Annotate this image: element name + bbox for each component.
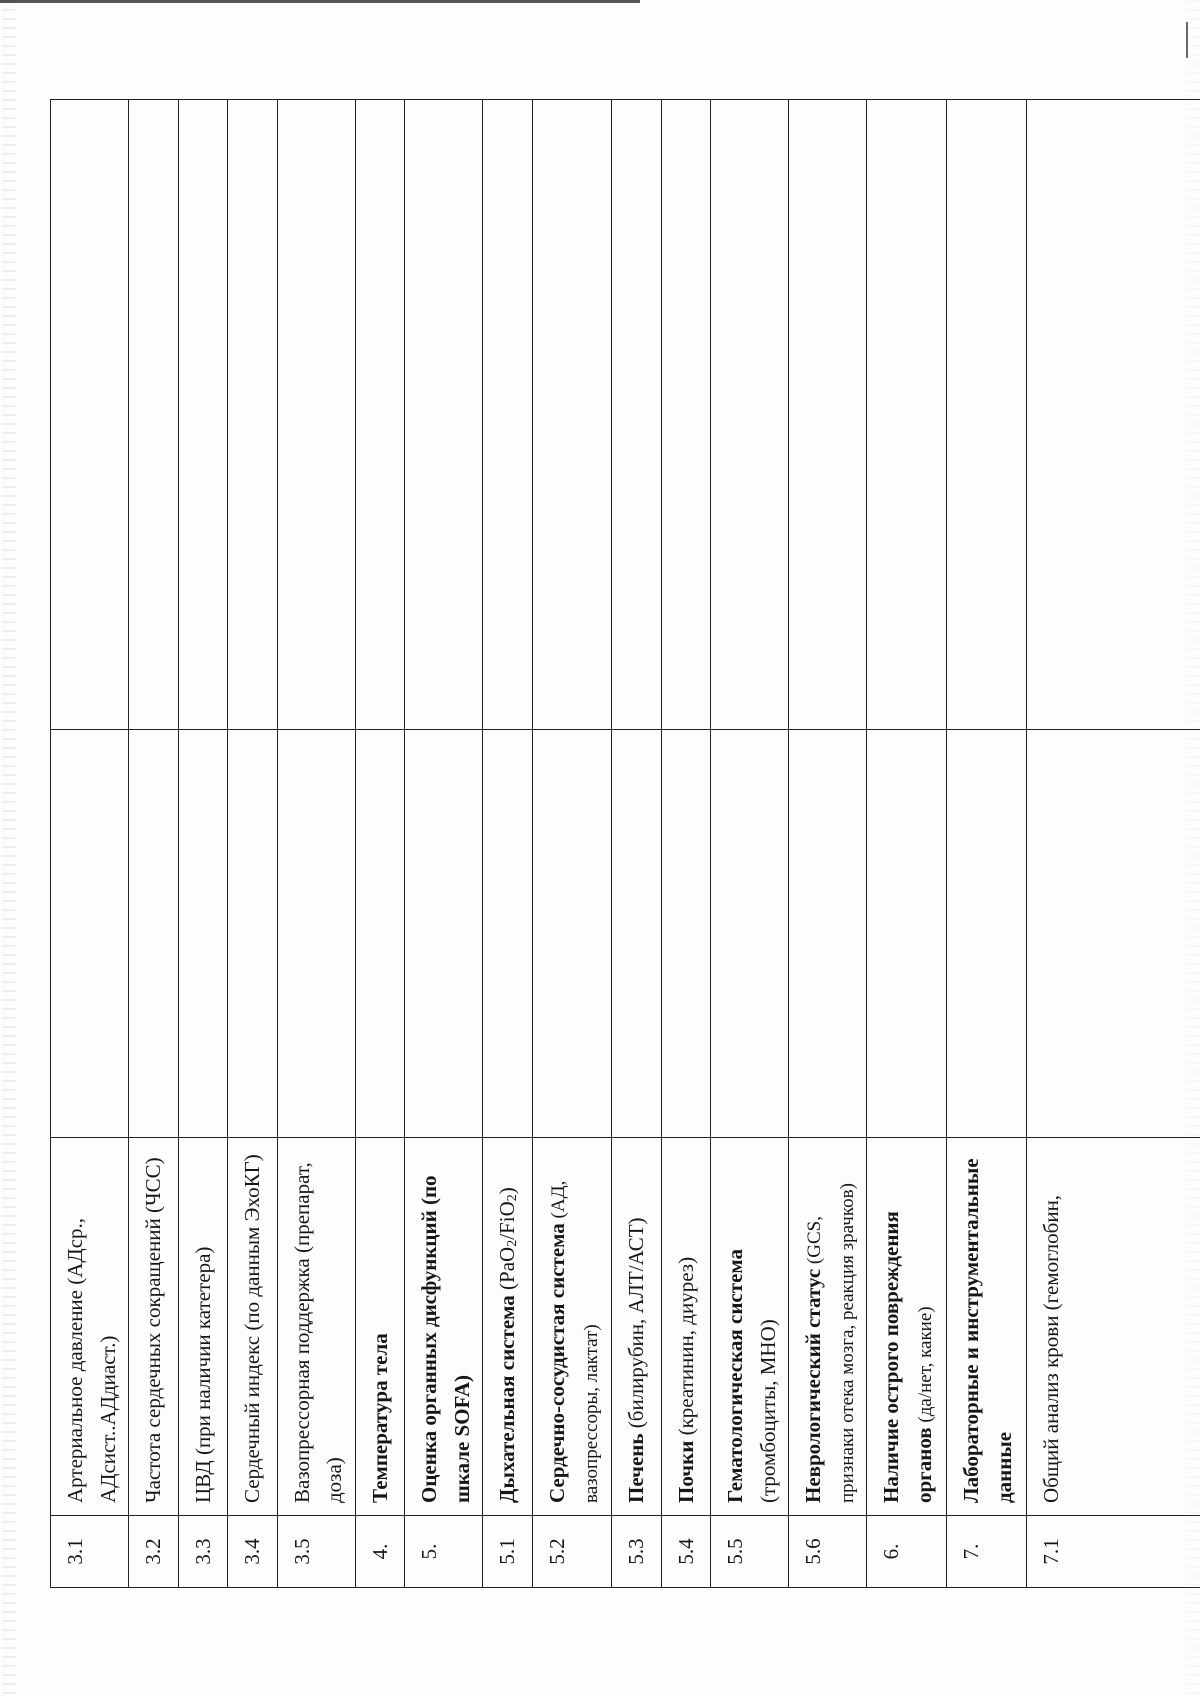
row-number: 5.6: [789, 1516, 867, 1588]
row-label-bold: Гематологическая система: [723, 1248, 748, 1503]
value-cell: [789, 100, 867, 730]
row-label: [612, 1138, 662, 1516]
scan-artifact-top-line: [0, 0, 640, 3]
row-label: [867, 1138, 947, 1516]
value-cell: [612, 100, 662, 730]
row-number: 3.1: [51, 1516, 129, 1588]
table-row: [129, 100, 179, 1588]
value-cell: [178, 730, 228, 1138]
table-row: [51, 100, 129, 1588]
table-row: [867, 100, 947, 1588]
row-label-bold: Дыхательная система: [495, 1295, 520, 1503]
value-cell: [355, 730, 405, 1138]
table-row: [277, 100, 355, 1588]
row-label-bold: Печень: [624, 1433, 649, 1503]
row-number: 5.1: [483, 1516, 533, 1588]
table-row: [1027, 100, 1200, 1588]
row-label: Артериальное давление (АДср., АДсист..АДдиаст.): [51, 1138, 129, 1516]
table-row: [483, 100, 533, 1588]
row-label: ЦВД (при наличии катетера): [178, 1138, 228, 1516]
table-row: [661, 100, 711, 1588]
row-label-detail: (GCS, признаки отека мозга, реакция зрачков): [804, 1183, 858, 1503]
value-cell: [533, 100, 612, 730]
value-cell: [711, 100, 789, 730]
value-cell: [277, 730, 355, 1138]
value-cell: [612, 730, 662, 1138]
row-label: [483, 1138, 533, 1516]
row-number: 3.3: [178, 1516, 228, 1588]
rotated-page: [50, 100, 1160, 1588]
scan-artifact-left-edge: [2, 0, 16, 1696]
value-cell: [533, 730, 612, 1138]
row-label-detail: ): [495, 1187, 520, 1195]
value-cell: [711, 730, 789, 1138]
row-label: Лабораторные и инструментальные данные: [947, 1138, 1027, 1516]
row-label-bold: Почки: [673, 1440, 698, 1503]
value-cell: [1027, 730, 1200, 1138]
value-cell: [129, 730, 179, 1138]
value-cell: [867, 730, 947, 1138]
value-cell: [129, 100, 179, 730]
row-label-detail: (тромбоциты, МНО): [755, 1319, 780, 1503]
value-cell: [789, 730, 867, 1138]
value-cell: [867, 100, 947, 730]
row-number: 4.: [355, 1516, 405, 1588]
row-number: 5.3: [612, 1516, 662, 1588]
table-row: [612, 100, 662, 1588]
value-cell: [947, 100, 1027, 730]
row-label: Частота сердечных сокращений (ЧСС): [129, 1138, 179, 1516]
row-number: 5.2: [533, 1516, 612, 1588]
row-label: Вазопрессорная поддержка (препарат, доза): [277, 1138, 355, 1516]
subscript: 2: [505, 1194, 521, 1202]
row-number: 7.: [947, 1516, 1027, 1588]
row-number: 7.1: [1027, 1516, 1200, 1588]
value-cell: [51, 100, 129, 730]
table-row: [789, 100, 867, 1588]
row-number: 5.: [405, 1516, 483, 1588]
row-label-detail: (АД, вазопрессоры, лактат): [548, 1180, 602, 1503]
table-row: [405, 100, 483, 1588]
value-cell: [483, 730, 533, 1138]
row-label-bold: Наличие острого повреждения органов: [879, 1211, 936, 1503]
value-cell: [355, 100, 405, 730]
table-row: [228, 100, 278, 1588]
row-label-bold: Сердечно-сосудистая система: [545, 1223, 570, 1503]
row-number: 5.4: [661, 1516, 711, 1588]
value-cell: [51, 730, 129, 1138]
row-label: [533, 1138, 612, 1516]
table-row: [178, 100, 228, 1588]
value-cell: [405, 100, 483, 730]
subscript: 2: [505, 1239, 521, 1247]
row-label-detail: (да/нет, какие): [914, 1306, 936, 1428]
value-cell: [661, 730, 711, 1138]
row-label-detail: (билирубин, АЛТ/АСТ): [624, 1217, 649, 1434]
row-label-detail: (PaO: [495, 1246, 520, 1296]
row-number: 3.5: [277, 1516, 355, 1588]
value-cell: [1027, 100, 1200, 730]
row-label: Сердечный индекс (по данным ЭхоКГ): [228, 1138, 278, 1516]
row-number: 3.4: [228, 1516, 278, 1588]
row-label: [789, 1138, 867, 1516]
value-cell: [178, 100, 228, 730]
row-label-bold: Неврологический статус: [801, 1268, 826, 1503]
table-row: [533, 100, 612, 1588]
value-cell: [277, 100, 355, 730]
table-row: [355, 100, 405, 1588]
value-cell: [228, 100, 278, 730]
value-cell: [483, 100, 533, 730]
row-number: 3.2: [129, 1516, 179, 1588]
table-row: [947, 100, 1027, 1588]
value-cell: [947, 730, 1027, 1138]
row-label: [661, 1138, 711, 1516]
row-label-detail: (креатинин, диурез): [673, 1256, 698, 1441]
value-cell: [405, 730, 483, 1138]
row-label: Общий анализ крови (гемоглобин,: [1027, 1138, 1200, 1516]
row-number: 6.: [867, 1516, 947, 1588]
value-cell: [228, 730, 278, 1138]
value-cell: [661, 100, 711, 730]
row-label-detail: /FiO: [495, 1201, 520, 1240]
assessment-table: [50, 99, 1200, 1588]
table-row: [711, 100, 789, 1588]
row-label: Оценка органных дисфункций (по шкале SOFA): [405, 1138, 483, 1516]
row-label: [711, 1138, 789, 1516]
row-number: 5.5: [711, 1516, 789, 1588]
row-label: Температура тела: [355, 1138, 405, 1516]
